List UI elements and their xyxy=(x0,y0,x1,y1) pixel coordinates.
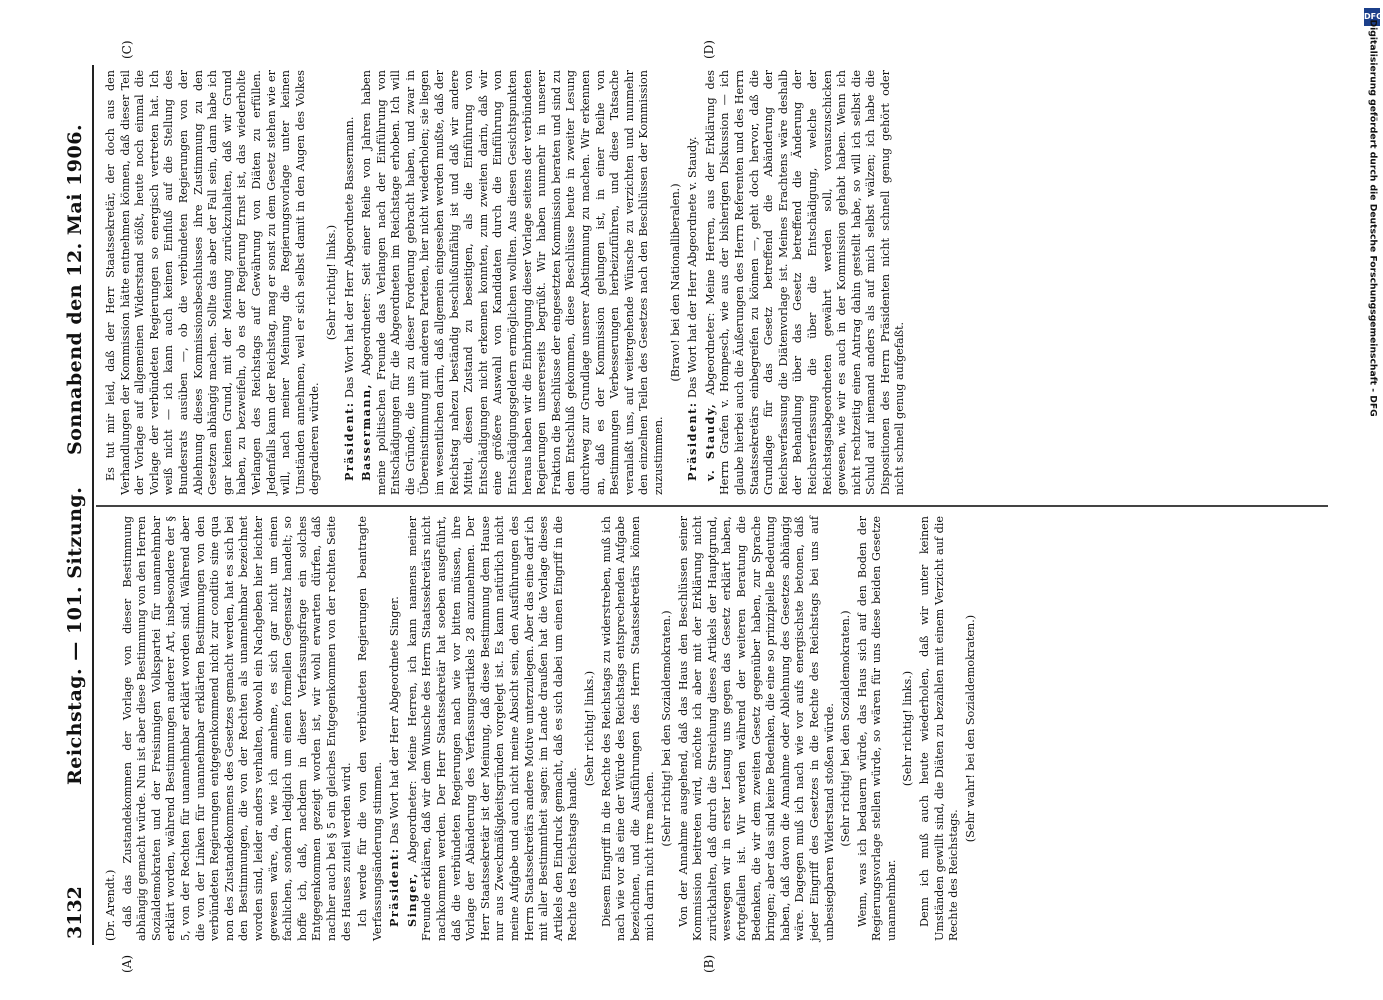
speech-paragraph xyxy=(703,70,908,495)
text-paragraph: Ich werde für die von den verbündeten Regierungen beantragte Verfassungsänderung stimmen. xyxy=(356,516,384,941)
credit-text: Digitalisierung gefördert durch die Deutsche Forschungsgemeinschaft - DFG xyxy=(1367,19,1379,417)
speech-text: Abgeordneter: Meine Herren, ich kann namens meiner Freunde erklären, daß wir dem Wunsche des Herrn Staatssekretärs nicht nachkommen werden. Der Herr Staatssekretär hat soeben ausgeführt, daß die verbündeten Regierungen nach wie vor bitten müssen, ihre Vorlage der Abänderung des Verfassungsartikels 28 anzunehmen. Der Herr Staatssekretär ist der Meinung, daß diese Bestimmung dem Hause nur aus Zweckmäßigkeitsgründen vorgelegt ist. Es kann natürlich nicht meine Aufgabe und auch nicht meine Absicht sein, den Ausführungen des Herrn Staatssekretärs andere Motive unterzulegen. Aber das eine darf ich mit aller Bestimmtheit sagen: im Lande draußen hat die Vorlage dieses Artikels den Eindruck gemacht, daß es sich dabei um einen Eingriff in die Rechte des Reichstags handle. xyxy=(405,516,580,941)
interjection: (Bravo! bei den Nationalliberalen.) xyxy=(668,183,682,382)
speech-paragraph xyxy=(685,70,701,495)
session-date: Sonnabend den 12. Mai 1906. xyxy=(64,123,86,455)
speech-text: Das Wort hat der Herr Abgeordnete v. Staudy. xyxy=(686,136,700,402)
interjection: (Sehr wahr! bei den Sozialdemokraten.) xyxy=(963,614,977,843)
interjection: (Sehr richtig! links.) xyxy=(324,224,338,341)
digitization-credit xyxy=(1364,8,1383,993)
page-header xyxy=(60,65,96,945)
speaker-name: Präsident: xyxy=(387,847,402,927)
interjection: (Sehr richtig! bei den Sozialdemokraten.) xyxy=(659,610,673,847)
margin-marker-c: (C) xyxy=(120,40,134,59)
speaker-continuation: (Dr. Arendt.) xyxy=(104,869,117,941)
speech-paragraph xyxy=(405,516,581,941)
interjection: (Sehr richtig! links.) xyxy=(583,670,596,787)
speech-text: Das Wort hat der Herr Abgeordnete Singer. xyxy=(388,596,402,848)
speech-paragraph xyxy=(387,516,403,941)
speaker-name: Präsident: xyxy=(341,401,356,481)
speech-paragraph xyxy=(342,70,358,495)
margin-marker-b: (B) xyxy=(702,954,716,973)
text-paragraph: Es tut mir leid, daß der Herr Staatssekretär, der doch aus den Verhandlungen der Kommission hätte entnehmen können, daß dieser Teil der Vorlage auf allgemeinen Widerstand stößt, heute noch einmal die Vorlage der verbündeten Regierungen so energisch vertreten hat. Ich weiß nicht — ich kann auch keinen Einfluß auf die Stellung des Bundesrats ausüben —, ob die verbündeten Regierungen von der Ablehnung dieses Kommissionsbeschlusses ihre Zustimmung zu den Gesetzen abhängig machen. Sollte das aber der Fall sein, dann habe ich gar keinen Grund, mit der Meinung zurückzuhalten, daß wir Grund haben, zu bezweifeln, ob es der Regierung Ernst ist, das wiederholte Verlangen des Reichstags auf Gewährung von Diäten zu erfüllen. Jedenfalls kann der Reichstag, mag er sonst zu dem Gesetz stehen wie er will, nach meiner Meinung die Regierungsvorlage unter keinen Umständen annehmen, weil er sich selbst damit in den Augen des Volkes degradieren würde. xyxy=(104,70,322,495)
dfg-logo: DFG xyxy=(1364,8,1380,26)
text-paragraph: Wenn, was ich bedauern würde, das Haus sich auf den Boden der Regierungsvorlage stellen würde, so wären für uns diese beiden Gesetze unannehmbar. xyxy=(855,516,898,941)
speaker-name: Präsident: xyxy=(685,401,700,481)
right-column xyxy=(104,70,910,495)
margin-marker-a: (A) xyxy=(120,954,134,973)
column-divider xyxy=(96,506,1328,508)
text-paragraph: Diesem Eingriff in die Rechte des Reichstags zu widerstreben, muß ich nach wie vor als eine der Würde des Reichstags entsprechenden Aufgabe bezeichnen, und die Ausführungen des Herrn Staatssekretärs können mich darin nicht irre machen. xyxy=(599,516,657,941)
header-rule xyxy=(92,65,94,945)
session-title: Reichstag. — 101. Sitzung. xyxy=(64,486,86,785)
speech-text: Das Wort hat der Herr Abgeordnete Bassermann. xyxy=(342,116,356,402)
speech-text: Abgeordneter: Meine Herren, aus der Erklärung des Herrn Grafen v. Hompesch, wie aus der bisherigen Diskussion — ich glaube hierbei auch die Äußerungen des Herrn Referenten und des Herrn Staatssekretärs einbegreifen zu können —, geht doch hervor, daß die Grundlage für das Gesetz betreffend die Abänderung der Reichsverfassung die Diätenvorlage ist. Meines Erachtens wäre deshalb der Behandlung über das Gesetz betreffend die Änderung der Reichsverfassung die über die Entschädigung, welche der Reichstagsabgeordneten gewährt werden soll, vorauszuschicken gewesen, wie wir es auch in der Kommission gehabt haben. Wenn ich nicht rechtzeitig einen Antrag dahin gestellt habe, so will ich selbst die Schuld auf niemand anders als auf mich selbst wälzen; ich habe die Dispositionen des Herrn Präsidenten nicht schnell genug gehört oder nicht schnell genug aufgefaßt. xyxy=(703,70,907,495)
speaker-name: Singer, xyxy=(404,872,419,927)
speaker-name: Bassermann, xyxy=(359,382,374,481)
text-paragraph: Von der Annahme ausgehend, daß das Haus den Beschlüssen seiner Kommission beitreten wird, möchte ich aber mit der Erklärung nicht zurückhalten, daß durch die Streichung dieses Artikels der Hauptgrund, weswegen wir in erster Lesung uns gegen das Gesetz erklärt haben, fortgefallen ist. Wir werden während der weiteren Beratung die Bedenken, die wir dem zweiten Gesetz gegenüber haben, zur Sprache bringen; aber das sind keine Bedenken, die eine so prinzipielle Bedeutung haben, daß davon die Annahme oder Ablehnung des Gesetzes abhängig wäre. Dagegen muß ich nach wie vor aufs energischste betonen, daß jeder Eingriff des Gesetzes in die Rechte des Reichstags bei uns auf unbesiegbaren Widerstand stoßen würde. xyxy=(676,516,836,941)
left-column xyxy=(104,516,980,941)
speech-paragraph xyxy=(359,70,666,495)
margin-marker-d: (D) xyxy=(702,40,716,59)
speaker-name: v. Staudy, xyxy=(702,402,717,481)
interjection: (Sehr richtig! bei den Sozialdemokraten.) xyxy=(839,610,853,847)
speech-text: Abgeordneter: Seit einer Reihe von Jahren haben meine politischen Freunde das Verlangen nach der Einführung von Entschädigungen für die Abgeordneten im Reichstage erhoben. Ich will die Gründe, die uns zu dieser Forderung gebracht haben, und zwar in Übereinstimmung mit anderen Parteien, hier nicht wiederholen; sie liegen im wesentlichen darin, daß allgemein eingesehen werden mußte, daß der Reichstag nahezu beständig beschlußunfähig ist und daß wir andere Mittel, diesen Zustand zu beseitigen, als die Einführung von Entschädigungen nicht erkennen konnten, zum zweiten darin, daß wir eine größere Auswahl von Kandidaten durch die Einführung von Entschädigungsgeldern ermöglichen wollten. Aus diesen Gesichtspunkten heraus haben wir die Einbringung dieser Vorlage seitens der verbündeten Regierungen unsererseits begrüßt. Wir haben nunmehr in unserer Fraktion die Beschlüsse der eingesetzten Kommission beraten und sind zu dem Entschluß gekommen, diese Beschlüsse heute in zweiter Lesung durchweg zur Grundlage unserer Abstimmung zu machen. Wir erkennen an, daß es der Kommission gelungen ist, in einer Reihe von Bestimmungen Verbesserungen herbeizuführen, und diese Tatsache veranlaßt uns, auf weitergehende Wünsche zu verzichten und nunmehr den einzelnen Teilen des Gesetzes nach den Beschlüssen der Kommission zuzustimmen. xyxy=(360,70,665,495)
document-page xyxy=(60,40,1330,973)
text-paragraph: daß das Zustandekommen der Vorlage von dieser Bestimmung abhängig gemacht würde. Nun ist aber diese Bestimmung von den Herren Sozialdemokraten und der Freisinnigen Volkspartei für unannehmbar erklärt worden, während Bestimmungen anderer Art, insbesondere der § 5, von der Rechten für unannehmbar erklärt worden sind. Während aber die von der Linken für unannehmbar erklärten Bestimmungen von den verbündeten Regierungen entgegenkommend nicht zur conditio sine qua non des Zustandekommens des Gesetzes gemacht werden, hat es sich bei den Bestimmungen, die von der Rechten als unannehmbar bezeichnet worden sind, leider anders verhalten, obwohl ein Nachgeben hier leichter gewesen wäre, da, wie ich annehme, es sich gar nicht um einen fachlichen, sondern lediglich um einen formellen Gegensatz handelt; so hoffe ich, daß, nachdem in dieser Verfassungsfrage ein solches Entgegenkommen gezeigt worden ist, wir wohl erwarten dürfen, daß nachher auch bei § 5 ein gleiches Entgegenkommen von der rechten Seite des Hauses zuteil werden wird. xyxy=(120,516,353,941)
interjection: (Sehr richtig! links.) xyxy=(901,670,915,787)
text-paragraph: Denn ich muß auch heute wiederholen, daß wir unter keinen Umständen gewillt sind, die Diäten zu bezahlen mit einem Verzicht auf die Rechte des Reichstags. xyxy=(918,516,961,941)
page-number: 3132 xyxy=(64,886,86,939)
